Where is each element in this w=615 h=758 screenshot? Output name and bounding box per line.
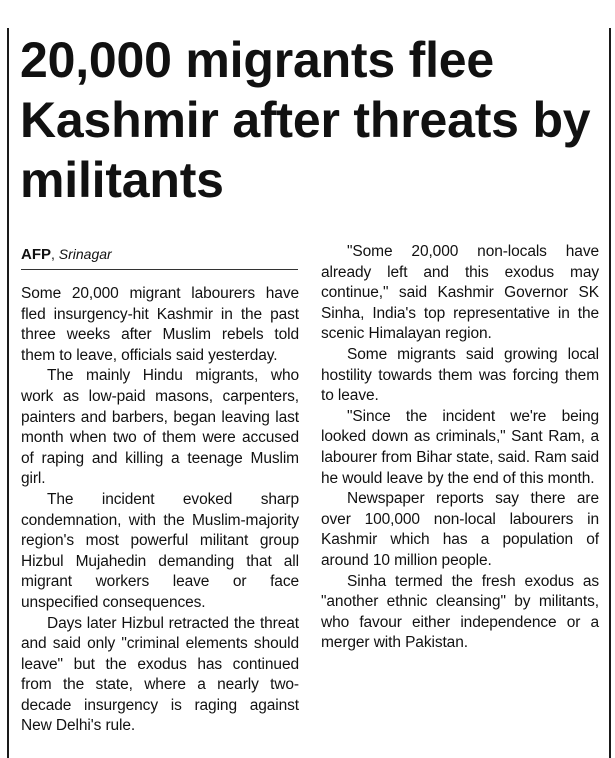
paragraph: "Some 20,000 non-locals have already left and this exodus may continue," said Kashmir Governor SK Sinha, India's top representative in the scenic Himalayan region.	[321, 243, 599, 343]
left-column-rule	[7, 28, 9, 758]
article-column-right	[321, 242, 599, 654]
paragraph: Days later Hizbul retracted the threat and said only "criminal elements should leave" but the exodus has continued from the state, where a nearly two-decade insurgency is raging against New Delhi's rule.	[21, 614, 299, 735]
paragraph: The mainly Hindu migrants, who work as low-paid masons, carpenters, painters and barbers, began leaving last month when two of them were accused of raping and killing a teenage Muslim girl.	[21, 367, 299, 488]
paragraph: Some migrants said growing local hostility towards them was forcing them to leave.	[321, 345, 599, 405]
headline: 20,000 migrants flee Kashmir after threats by militants	[20, 32, 591, 208]
paragraph: Some 20,000 migrant labourers have fled insurgency-hit Kashmir in the past three weeks after Muslim rebels told them to leave, officials said yesterday.	[21, 285, 299, 364]
byline	[21, 244, 301, 265]
byline-separator: ,	[51, 246, 59, 262]
article-column-left	[21, 284, 299, 737]
paragraph: Sinha termed the fresh exodus as "another ethnic cleansing" by militants, who favour either independence or a merger with Pakistan.	[321, 572, 599, 652]
paragraph: "Since the incident we're being looked down as criminals," Sant Ram, a labourer from Bihar state, said. Ram said he would leave by the end of this month.	[321, 407, 599, 487]
byline-divider	[21, 269, 298, 270]
paragraph: Newspaper reports say there are over 100,000 non-local labourers in Kashmir which has a population of around 10 million people.	[321, 490, 599, 569]
byline-agency: AFP	[21, 246, 51, 263]
paragraph: The incident evoked sharp condemnation, with the Muslim-majority region's most powerful militant group Hizbul Mujahedin demanding that all migrant workers leave or face unspecified consequences.	[21, 490, 299, 611]
byline-place: Srinagar	[58, 246, 112, 262]
